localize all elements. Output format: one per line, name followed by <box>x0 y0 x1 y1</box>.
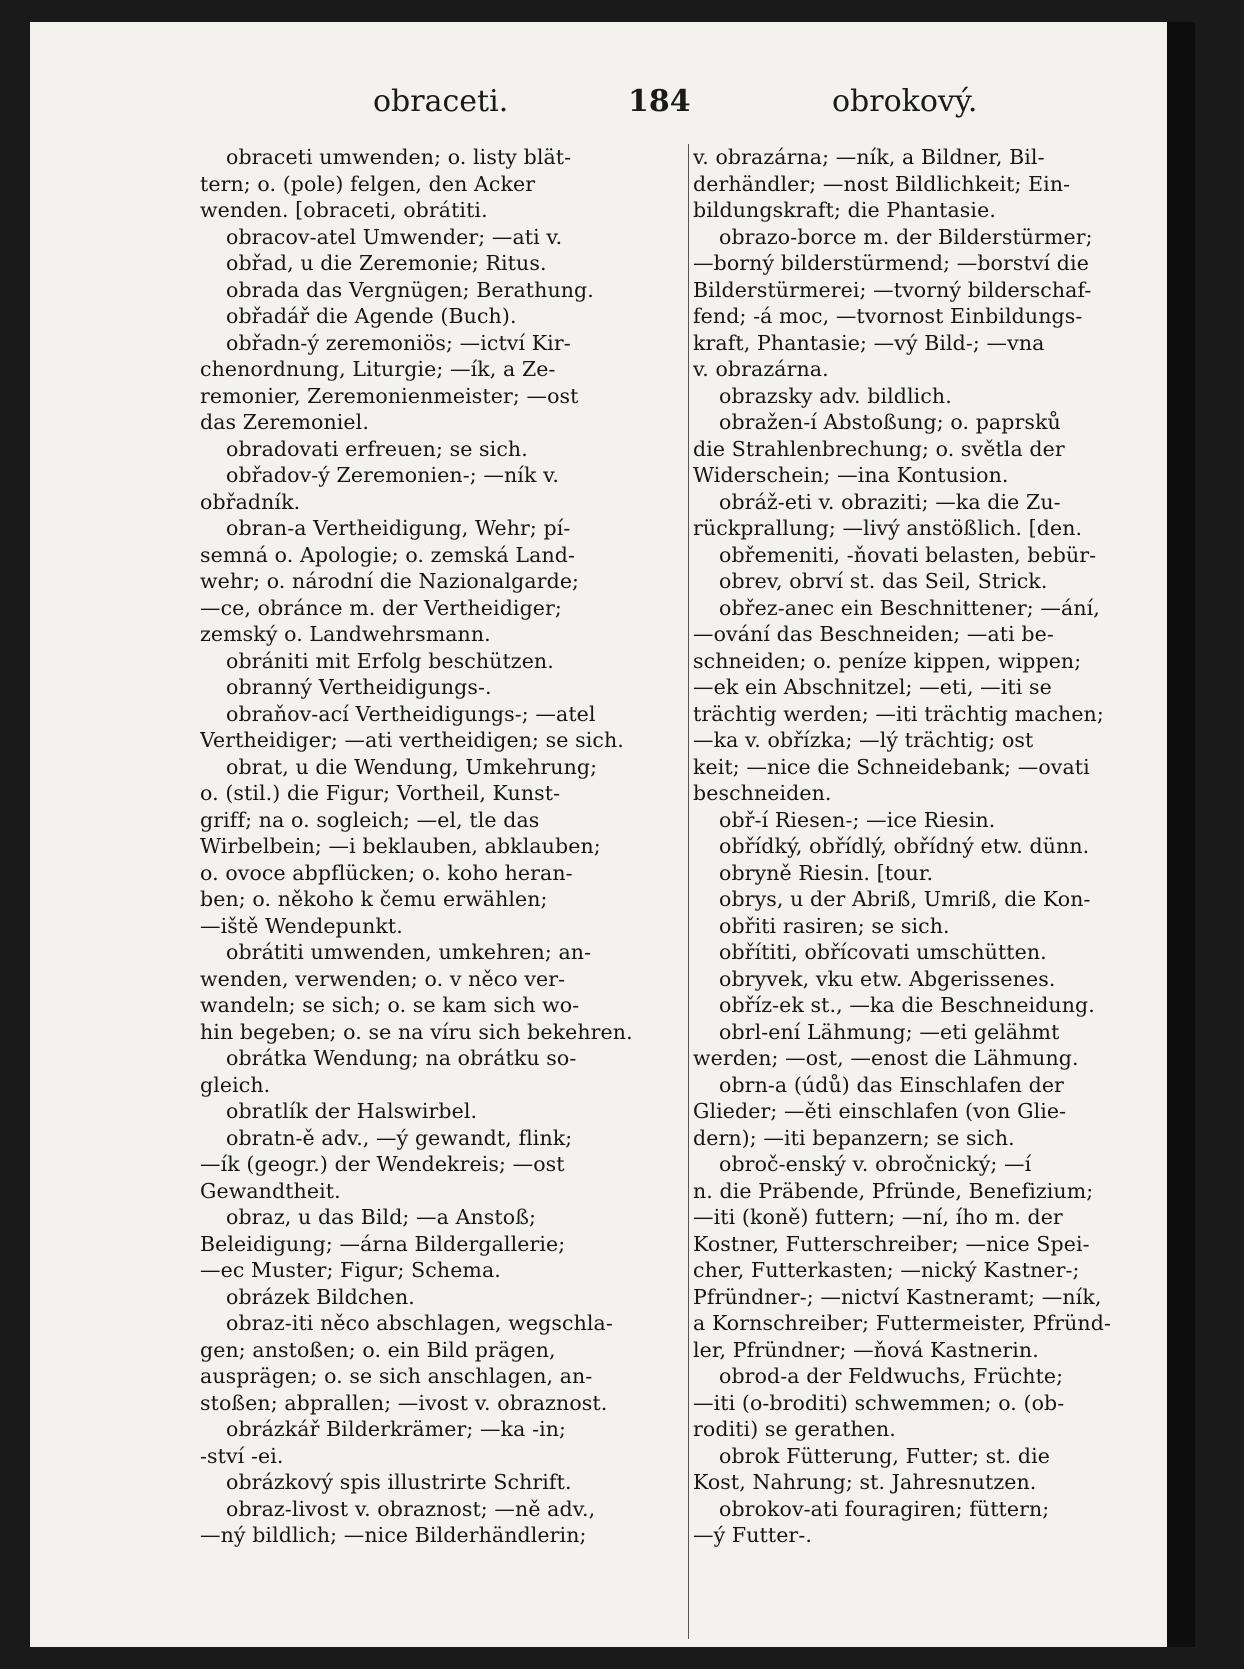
entry-line: —borný bilderstürmend; —borství die <box>693 251 1089 275</box>
header-right-guideword: obrokový. <box>832 84 978 119</box>
entry-line: das Zeremoniel. <box>200 410 369 434</box>
entry-line: v. obrazárna. <box>693 357 829 381</box>
entry-line: schneiden; o. peníze kippen, wippen; <box>693 648 1082 673</box>
entry-line: obražen-í Abstoßung; o. paprsků <box>719 410 1061 434</box>
entry-line: derhändler; —nost Bildlichkeit; Ein- <box>693 171 1071 196</box>
scan-edge <box>1167 22 1195 1647</box>
entry-line: obřadov-ý Zeremonien-; —ník v. <box>226 463 559 487</box>
page-number: 184 <box>628 84 691 119</box>
entry-line: obrl-ení Lähmung; —eti gelähmt <box>719 1019 1060 1044</box>
entry-line: —ce, obránce m. der Vertheidiger; <box>200 595 562 620</box>
entry-line: werden; —ost, —enost die Lähmung. <box>693 1046 1079 1070</box>
entry-line: o. (stil.) die Figur; Vortheil, Kunst- <box>200 781 561 805</box>
entry-line: remonier, Zeremonienmeister; —ost <box>200 383 579 408</box>
entry-line: v. obrazárna; —ník, a Bildner, Bil- <box>693 145 1045 169</box>
entry-line: —iti (koně) futtern; —ní, ího m. der <box>693 1205 1063 1229</box>
entry-line: ler, Pfründner; —ňová Kastnerin. <box>693 1337 1039 1362</box>
entry-line: obrázkář Bilderkrämer; —ka -in; <box>226 1417 567 1441</box>
entry-line: obratlík der Halswirbel. <box>226 1099 478 1123</box>
entry-line: chenordnung, Liturgie; —ík, a Ze- <box>200 357 556 381</box>
entry-line: obradovati erfreuen; se sich. <box>226 436 528 461</box>
entry-line: Vertheidiger; —ati vertheidigen; se sich. <box>200 728 624 752</box>
page-header <box>210 84 1015 126</box>
entry-line: Beleidigung; —árna Bildergallerie; <box>200 1231 566 1256</box>
entry-line: obryně Riesin. [tour. <box>719 860 934 885</box>
entry-line: obřadář die Agende (Buch). <box>226 304 517 328</box>
entry-line: —ík (geogr.) der Wendekreis; —ost <box>200 1152 565 1176</box>
entry-line: gleich. <box>200 1072 271 1097</box>
entry-line: beschneiden. <box>693 781 832 805</box>
entry-line: Widerschein; —ina Kontusion. <box>693 463 1009 487</box>
entry-line: ben; o. někoho k čemu erwählen; <box>200 887 548 911</box>
entry-line: obrátiti umwenden, umkehren; an- <box>226 940 592 964</box>
entry-line: obryvek, vku etw. Abgerissenes. <box>719 966 1056 991</box>
entry-line: obrokov-ati fouragiren; füttern; <box>719 1496 1050 1521</box>
entry-line: —ý Futter-. <box>693 1523 812 1547</box>
left-column <box>200 144 685 1549</box>
entry-line: obřadník. <box>200 489 301 514</box>
entry-line: fend; -á moc, —tvornost Einbildungs- <box>693 304 1083 328</box>
entry-line: Kostner, Futterschreiber; —nice Spei- <box>693 1231 1090 1256</box>
entry-line: obřez-anec ein Beschnittener; —ání, <box>719 595 1100 620</box>
entry-line: Kost, Nahrung; st. Jahresnutzen. <box>693 1470 1037 1494</box>
entry-line: —ování das Beschneiden; —ati be- <box>693 622 1054 646</box>
entry-line: obrev, obrví st. das Seil, Strick. <box>719 569 1048 593</box>
entry-line: dern); —iti bepanzern; se sich. <box>693 1125 1015 1150</box>
entry-line: —iště Wendepunkt. <box>200 913 403 938</box>
entry-line: n. die Präbende, Pfründe, Benefizium; <box>693 1178 1094 1203</box>
entry-line: rückprallung; —livý anstößlich. [den. <box>693 516 1083 540</box>
entry-line: obracov-atel Umwender; —ati v. <box>226 224 563 249</box>
entry-line: semná o. Apologie; o. zemská Land- <box>200 542 576 567</box>
entry-line: die Strahlenbrechung; o. světla der <box>693 436 1065 461</box>
entry-line: obran-a Vertheidigung, Wehr; pí- <box>226 516 571 540</box>
entry-line: wenden. [obraceti, obrátiti. <box>200 198 488 222</box>
dictionary-page <box>30 22 1195 1647</box>
entry-line: Wirbelbein; —i beklauben, abklauben; <box>200 834 601 858</box>
entry-line: —ek ein Abschnitzel; —eti, —iti se <box>693 675 1052 699</box>
entry-line: stoßen; abprallen; —ivost v. obraznost. <box>200 1390 608 1415</box>
entry-line: obrys, u der Abriß, Umriß, die Kon- <box>719 887 1091 911</box>
entry-line: obřad, u die Zeremonie; Ritus. <box>226 251 547 275</box>
entry-line: obraz-iti něco abschlagen, wegschla- <box>226 1311 613 1335</box>
entry-line: —ka v. obřízka; —lý trächtig; ost <box>693 728 1034 752</box>
entry-line: Pfründner-; —nictví Kastneramt; —ník, <box>693 1284 1102 1309</box>
entry-line: wenden, verwenden; o. v něco ver- <box>200 966 566 991</box>
entry-line: obřadn-ý zeremoniös; —ictví Kir- <box>226 330 571 355</box>
entry-line: obř-í Riesen-; —ice Riesin. <box>719 807 996 832</box>
entry-line: Glieder; —ěti einschlafen (von Glie- <box>693 1099 1067 1123</box>
entry-line: obroč-enský v. obročnický; —í <box>719 1152 1032 1176</box>
right-column <box>693 144 1171 1549</box>
entry-line: zemský o. Landwehrsmann. <box>200 622 491 646</box>
entry-line: obráž-eti v. obraziti; —ka die Zu- <box>719 489 1061 514</box>
entry-line: obraňov-ací Vertheidigungs-; —atel <box>226 701 596 726</box>
entry-line: hin begeben; o. se na víru sich bekehren. <box>200 1019 633 1044</box>
entry-line: obrázek Bildchen. <box>226 1284 415 1309</box>
entry-line: obrazsky adv. bildlich. <box>719 383 952 408</box>
entry-line: obraz, u das Bild; —a Anstoß; <box>226 1205 536 1229</box>
entry-line: obřítiti, obřícovati umschütten. <box>719 940 1047 964</box>
header-left-guideword: obraceti. <box>373 84 509 119</box>
entry-line: kraft, Phantasie; —vý Bild-; —vna <box>693 330 1045 355</box>
entry-line: obřídký, obřídlý, obřídný etw. dünn. <box>719 834 1090 858</box>
entry-line: griff; na o. sogleich; —el, tle das <box>200 807 540 832</box>
entry-line: cher, Futterkasten; —nický Kastner-; <box>693 1258 1080 1282</box>
entry-line: wandeln; se sich; o. se kam sich wo- <box>200 993 580 1017</box>
entry-line: obrázkový spis illustrirte Schrift. <box>226 1470 572 1494</box>
entry-line: Gewandtheit. <box>200 1178 341 1203</box>
column-divider <box>688 144 689 1639</box>
entry-line: obrada das Vergnügen; Berathung. <box>226 277 594 302</box>
entry-line: —ný bildlich; —nice Bilderhändlerin; <box>200 1523 587 1547</box>
entry-line: trächtig werden; —iti trächtig machen; <box>693 701 1104 726</box>
entry-line: obřemeniti, -ňovati belasten, bebür- <box>719 542 1097 567</box>
entry-line: obrat, u die Wendung, Umkehrung; <box>226 754 598 779</box>
entry-line: —ec Muster; Figur; Schema. <box>200 1258 501 1282</box>
entry-line: obrátka Wendung; na obrátku so- <box>226 1046 577 1070</box>
entry-line: keit; —nice die Schneidebank; —ovati <box>693 754 1090 779</box>
entry-line: —iti (o-broditi) schwemmen; o. (ob- <box>693 1390 1065 1415</box>
entry-line: tern; o. (pole) felgen, den Acker <box>200 171 536 196</box>
entry-line: obraceti umwenden; o. listy blät- <box>226 145 572 169</box>
entry-line: gen; anstoßen; o. ein Bild prägen, <box>200 1337 556 1362</box>
entry-line: obříz-ek st., —ka die Beschneidung. <box>719 993 1095 1017</box>
entry-line: obrod-a der Feldwuchs, Früchte; <box>719 1364 1064 1388</box>
entry-line: obrazo-borce m. der Bilderstürmer; <box>719 224 1093 249</box>
entry-line: a Kornschreiber; Futtermeister, Pfründ- <box>693 1311 1111 1335</box>
entry-line: Bilderstürmerei; —tvorný bilderschaf- <box>693 277 1092 302</box>
entry-line: obrániti mit Erfolg beschützen. <box>226 648 554 673</box>
entry-line: obranný Vertheidigungs-. <box>226 675 492 699</box>
entry-line: ausprägen; o. se sich anschlagen, an- <box>200 1364 593 1388</box>
entry-line: bildungskraft; die Phantasie. <box>693 198 996 222</box>
entry-line: obraz-livost v. obraznost; —ně adv., <box>226 1496 596 1521</box>
entry-line: wehr; o. národní die Nazionalgarde; <box>200 569 580 593</box>
entry-line: obrn-a (údů) das Einschlafen der <box>719 1072 1064 1097</box>
entry-line: obrok Fütterung, Futter; st. die <box>719 1443 1050 1468</box>
entry-line: roditi) se gerathen. <box>693 1417 896 1441</box>
entry-line: obřiti rasiren; se sich. <box>719 913 950 938</box>
entry-line: o. ovoce abpflücken; o. koho heran- <box>200 860 573 885</box>
entry-line: -ství -ei. <box>200 1443 284 1468</box>
entry-line: obratn-ě adv., —ý gewandt, flink; <box>226 1125 573 1150</box>
